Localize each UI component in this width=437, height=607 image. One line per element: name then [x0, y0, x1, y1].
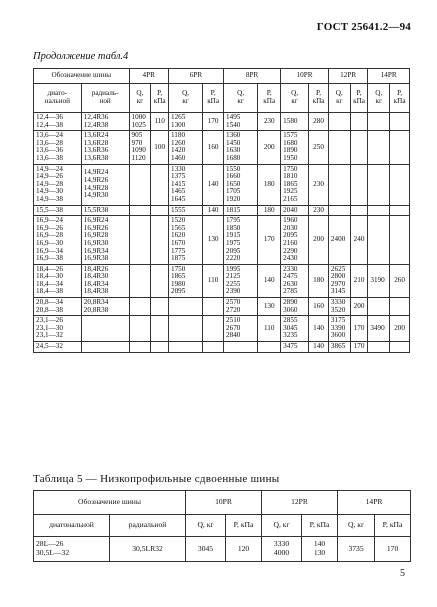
load-cell: 3330 3520 [328, 298, 350, 316]
load-header: Q, кг [281, 84, 309, 113]
pressure-cell [390, 131, 410, 164]
pressure-header: P, кПа [302, 515, 338, 537]
radial-designation-cell: 13,6R24 13,6R28 13,6R36 13,6R38 [81, 131, 129, 164]
table-5-title: Таблица 5 — Низкопрофильные сдвоенные шины [33, 473, 280, 485]
load-cell [168, 298, 202, 316]
pressure-cell: 110 [203, 264, 224, 297]
load-cell [328, 131, 350, 164]
diagonal-designation-cell: 18,4—26 18,4—30 18,4—34 18,4—38 [34, 264, 82, 297]
load-cell: 3865 [328, 342, 350, 353]
load-cell: 2625 2800 2970 3145 [328, 264, 350, 297]
load-cell: 1750 1810 1865 1925 2165 [281, 164, 309, 205]
load-cell: 1575 1680 1890 1950 [281, 131, 309, 164]
radial-designation-cell: 14,9R24 14,9R26 14,9R28 14,9R30 [81, 164, 129, 205]
pressure-cell: 110 [258, 316, 281, 342]
load-header: Q, кг [368, 84, 390, 113]
pressure-cell [258, 342, 281, 353]
load-cell: 1180 1260 1420 1460 [168, 131, 202, 164]
pressure-cell: 210 [350, 264, 368, 297]
pressure-cell: 240 [350, 216, 368, 265]
diagonal-designation-cell: 14,9—24 14,9—26 14,9—28 14,9—30 14,9—38 [34, 164, 82, 205]
load-cell: 1750 1865 1980 2095 [168, 264, 202, 297]
pressure-cell [390, 113, 410, 131]
diagonal-designation-cell: 16,9—24 16,9—26 16,9—28 16,9—30 16,9—34 16,9—38 [34, 216, 82, 265]
radial-designation-cell: 16,9R24 16,9R26 16,9R28 16,9R30 16,9R34 16,9R38 [81, 216, 129, 265]
pressure-cell: 250 [309, 131, 329, 164]
table5-header-row-2 [34, 515, 411, 537]
load-cell [368, 342, 390, 353]
load-cell: 1330 1375 1415 1465 1645 [168, 164, 202, 205]
load-header: Q, кг [224, 84, 258, 113]
table5-header-row-1 [34, 491, 411, 515]
load-cell: 1995 2125 2255 2390 [224, 264, 258, 297]
pressure-cell: 140 [203, 205, 224, 216]
diagonal-designation-cell: 13,6—24 13,6—28 13,6—36 13,6—38 [34, 131, 82, 164]
load-cell: 1520 1565 1620 1670 1775 1875 [168, 216, 202, 265]
pressure-cell [151, 298, 169, 316]
pressure-cell: 140 130 [302, 537, 338, 562]
load-cell: 1000 1025 [129, 113, 151, 131]
pressure-cell [203, 316, 224, 342]
pressure-cell [203, 342, 224, 353]
table-row [34, 264, 410, 297]
table4-header-row-1 [34, 69, 410, 84]
radial-column-header: радиальной [110, 515, 186, 537]
load-cell: 3190 [368, 264, 390, 297]
radial-designation-cell: 15,5R38 [81, 205, 129, 216]
load-cell: 1815 [224, 205, 258, 216]
tyre-designation-header: Обозначение шины [34, 69, 130, 84]
table-row [34, 113, 410, 131]
load-cell: 2890 3060 [281, 298, 309, 316]
pressure-cell: 170 [375, 537, 411, 562]
diagonal-designation-cell: 28L—26 30,5L—32 [34, 537, 110, 562]
ply-rating-header-14pr: 14PR [368, 69, 410, 84]
load-cell: 3735 [338, 537, 375, 562]
load-cell [129, 316, 151, 342]
pressure-cell: 170 [203, 113, 224, 131]
pressure-cell [390, 342, 410, 353]
table-row [34, 164, 410, 205]
pressure-cell: 170 [350, 316, 368, 342]
pressure-cell [350, 131, 368, 164]
ply-rating-header-12pr: 12PR [328, 69, 367, 84]
load-cell [328, 164, 350, 205]
load-cell [129, 205, 151, 216]
load-cell: 2570 2720 [224, 298, 258, 316]
pressure-cell: 140 [309, 342, 329, 353]
load-cell [129, 216, 151, 265]
radial-designation-cell [81, 342, 129, 353]
pressure-header: P, кПа [350, 84, 368, 113]
load-cell [129, 164, 151, 205]
table-row [34, 298, 410, 316]
pressure-cell: 230 [309, 164, 329, 205]
load-cell: 2510 2670 2840 [224, 316, 258, 342]
load-cell [129, 342, 151, 353]
load-cell: 1495 1540 [224, 113, 258, 131]
pressure-cell [350, 113, 368, 131]
table4-body [34, 69, 410, 353]
load-cell: 1795 1850 1915 1975 2095 2220 [224, 216, 258, 265]
table-row [34, 131, 410, 164]
load-cell [328, 113, 350, 131]
load-cell: 2040 [281, 205, 309, 216]
ply-rating-header-6pr: 6PR [168, 69, 223, 84]
pressure-cell [151, 264, 169, 297]
pressure-cell: 140 [258, 264, 281, 297]
diagonal-column-header: диаго- нальной [34, 84, 82, 113]
load-header: Q, кг [262, 515, 302, 537]
pressure-cell [151, 205, 169, 216]
load-cell [129, 264, 151, 297]
load-cell: 1580 [281, 113, 309, 131]
ply-rating-header-8pr: 8PR [224, 69, 281, 84]
load-cell: 3045 [186, 537, 226, 562]
pressure-cell: 180 [258, 164, 281, 205]
radial-designation-cell: 12,4R36 12,4R38 [81, 113, 129, 131]
diagonal-column-header: диагональной [34, 515, 110, 537]
pressure-header: P, кПа [309, 84, 329, 113]
ply-rating-header-10pr: 10PR [281, 69, 329, 84]
load-cell: 1265 1300 [168, 113, 202, 131]
load-cell [368, 113, 390, 131]
diagonal-designation-cell: 24,5—32 [34, 342, 82, 353]
table-continuation-label: Продолжение табл.4 [33, 51, 129, 62]
load-cell: 1360 1450 1630 1680 [224, 131, 258, 164]
load-header: Q, кг [328, 84, 350, 113]
table-row [34, 316, 410, 342]
pressure-cell: 170 [258, 216, 281, 265]
ply-rating-header-10pr: 10PR [186, 491, 262, 515]
load-cell: 3330 4000 [262, 537, 302, 562]
document-header: ГОСТ 25641.2—94 [316, 21, 411, 33]
pressure-cell: 200 [258, 131, 281, 164]
pressure-cell: 140 [203, 164, 224, 205]
load-cell: 1960 2030 2095 2160 2290 2430 [281, 216, 309, 265]
load-cell [368, 298, 390, 316]
pressure-cell [151, 164, 169, 205]
load-cell [168, 342, 202, 353]
pressure-cell: 100 [151, 131, 169, 164]
table4-header-row-2 [34, 84, 410, 113]
load-cell: 3475 [281, 342, 309, 353]
pressure-cell: 120 [226, 537, 262, 562]
load-cell [368, 216, 390, 265]
pressure-cell [350, 205, 368, 216]
load-cell: 2855 3045 3235 [281, 316, 309, 342]
pressure-cell [390, 164, 410, 205]
radial-designation-cell [81, 316, 129, 342]
load-header: Q, кг [168, 84, 202, 113]
load-header: Q, кг [338, 515, 375, 537]
load-header: Q, кг [129, 84, 151, 113]
pressure-cell: 280 [309, 113, 329, 131]
pressure-cell: 160 [203, 131, 224, 164]
diagonal-designation-cell: 15,5—38 [34, 205, 82, 216]
pressure-cell [390, 298, 410, 316]
load-cell [328, 205, 350, 216]
pressure-cell [151, 216, 169, 265]
pressure-header: P, кПа [258, 84, 281, 113]
load-cell: 905 970 1090 1120 [129, 131, 151, 164]
ply-rating-header-4pr: 4PR [129, 69, 168, 84]
radial-designation-cell: 30,5LR32 [110, 537, 186, 562]
pressure-cell: 230 [258, 113, 281, 131]
pressure-cell: 140 [309, 316, 329, 342]
pressure-cell: 130 [203, 216, 224, 265]
load-cell: 2400 [328, 216, 350, 265]
pressure-cell [203, 298, 224, 316]
pressure-cell [390, 205, 410, 216]
pressure-cell: 180 [309, 264, 329, 297]
ply-rating-header-14pr: 14PR [338, 491, 411, 515]
table-row [34, 216, 410, 265]
load-cell [224, 342, 258, 353]
diagonal-designation-cell: 20,8—34 20,8—38 [34, 298, 82, 316]
load-cell [129, 298, 151, 316]
pressure-cell [151, 342, 169, 353]
pressure-cell: 160 [309, 298, 329, 316]
load-cell: 2330 2475 2630 2785 [281, 264, 309, 297]
load-cell [168, 316, 202, 342]
pressure-cell: 130 [258, 298, 281, 316]
radial-column-header: радиаль- ной [81, 84, 129, 113]
pressure-header: P, кПа [203, 84, 224, 113]
pressure-header: P, кПа [390, 84, 410, 113]
load-cell: 3490 [368, 316, 390, 342]
load-table-5 [33, 490, 411, 562]
load-cell: 3175 3390 3600 [328, 316, 350, 342]
page-number: 5 [400, 568, 405, 579]
pressure-cell: 180 [258, 205, 281, 216]
table-row [34, 205, 410, 216]
load-cell [368, 205, 390, 216]
pressure-cell: 110 [151, 113, 169, 131]
diagonal-designation-cell: 23,1—26 23,1—30 23,1—32 [34, 316, 82, 342]
pressure-cell [350, 164, 368, 205]
table-row [34, 342, 410, 353]
load-cell [368, 164, 390, 205]
pressure-header: P, кПа [226, 515, 262, 537]
pressure-cell: 260 [390, 264, 410, 297]
pressure-cell: 200 [350, 298, 368, 316]
ply-rating-header-12pr: 12PR [262, 491, 338, 515]
load-table-4 [33, 68, 410, 353]
load-cell: 1555 [168, 205, 202, 216]
radial-designation-cell: 20,8R34 20,8R38 [81, 298, 129, 316]
pressure-header: P, кПа [151, 84, 169, 113]
pressure-cell: 200 [309, 216, 329, 265]
pressure-header: P, кПа [375, 515, 411, 537]
load-cell: 1550 1660 1650 1705 1920 [224, 164, 258, 205]
diagonal-designation-cell: 12,4—36 12,4—38 [34, 113, 82, 131]
pressure-cell: 170 [350, 342, 368, 353]
pressure-cell [151, 316, 169, 342]
pressure-cell [390, 216, 410, 265]
load-cell [368, 131, 390, 164]
load-header: Q, кг [186, 515, 226, 537]
radial-designation-cell: 18,4R26 18,4R30 18,4R34 18,4R38 [81, 264, 129, 297]
pressure-cell: 230 [309, 205, 329, 216]
table-row [34, 537, 411, 562]
tyre-designation-header: Обозначение шины [34, 491, 186, 515]
pressure-cell: 200 [390, 316, 410, 342]
